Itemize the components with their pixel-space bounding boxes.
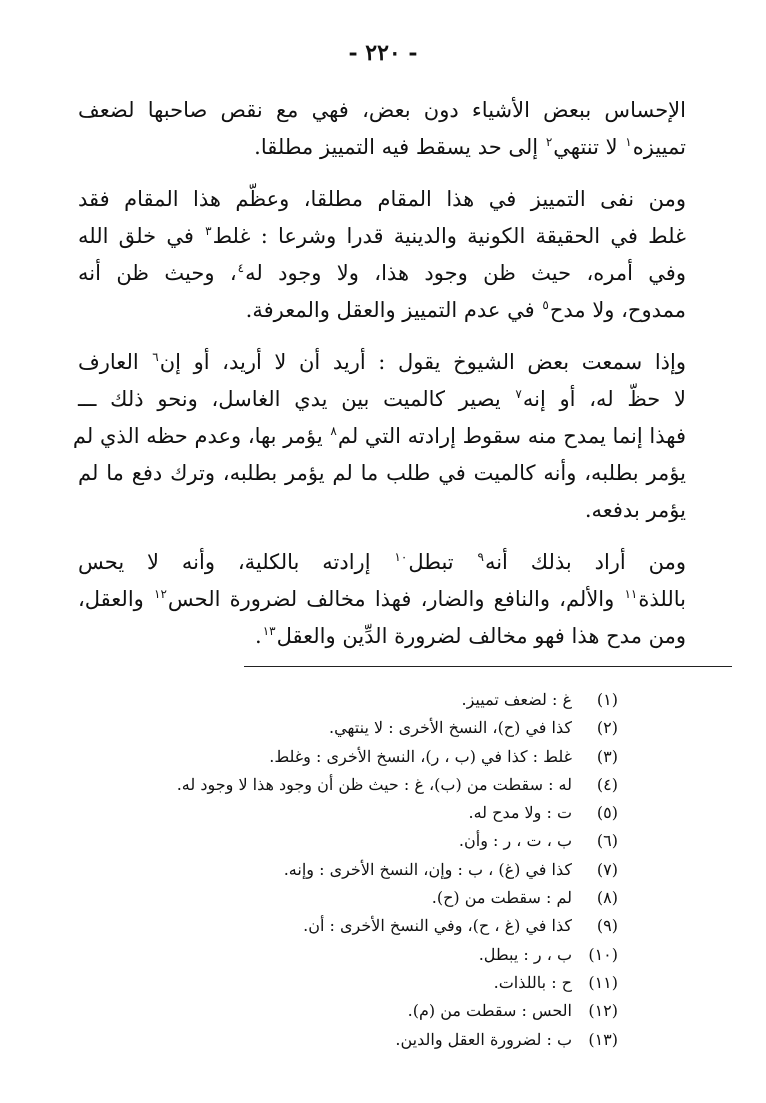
footnote-item <box>80 856 618 884</box>
footnote-ref: ٧ <box>515 387 522 401</box>
text-line <box>72 418 686 455</box>
footnote-text: كذا في (ح)، النسخ الأخرى : لا ينتهي. <box>328 718 572 738</box>
text-run: إرادته بالكلية، وأنه لا يحس <box>78 550 394 574</box>
footnote-text: ب ، ر : يبطل. <box>478 944 572 964</box>
text-line <box>78 129 686 166</box>
footnote-ref: ١١ <box>624 587 638 601</box>
footnotes-list <box>80 686 618 1054</box>
footnote-number: (١١) <box>588 972 618 992</box>
footnote-text: غلط : كذا في (ب ، ر)، النسخ الأخرى : وغلط. <box>269 746 572 766</box>
paragraph <box>78 181 686 329</box>
text-run: والعقل، <box>78 587 153 611</box>
footnote-ref: ١٠ <box>394 550 408 564</box>
footnote-text: لم : سقطت من (ح). <box>431 888 572 908</box>
footnote-item <box>80 941 618 969</box>
text-run: فهذا إنما يمدح منه سقوط إرادته التي لم <box>337 424 686 448</box>
footnote-separator <box>244 666 732 667</box>
text-run: ومن نفى التمييز في هذا المقام مطلقا، وعظّم هذا المقام فقد <box>78 187 686 211</box>
footnote-text: غ : لضعف تمييز. <box>461 690 572 709</box>
paragraph <box>78 92 686 166</box>
text-run: وفي أمره، حيث ظن وجود هذا، ولا وجود له <box>245 261 686 285</box>
footnote-number: (٢) <box>596 718 618 738</box>
footnote-text: الحس : سقطت من (م). <box>407 1001 572 1021</box>
paragraph-gap <box>78 166 686 181</box>
paragraph <box>78 544 686 655</box>
text-line <box>78 344 686 381</box>
text-run: يؤمر بها، وعدم حظه الذي لم <box>72 424 330 448</box>
footnote-item <box>80 997 618 1025</box>
footnote-number: (٥) <box>596 803 618 823</box>
footnote-number: (١٠) <box>588 944 618 964</box>
text-run: . <box>255 624 262 648</box>
footnote-text: ت : ولا مدح له. <box>468 803 572 823</box>
text-run: غلط في الحقيقة الكونية والدينية قدرا وشرعا : غلط <box>212 224 687 248</box>
footnote-text: كذا في (غ ، ح)، وفي النسخ الأخرى : أن. <box>303 916 572 936</box>
text-run: إلى حد يسقط فيه التمييز مطلقا. <box>254 135 545 159</box>
text-run: باللذة <box>638 587 686 611</box>
text-run: ومن أراد بذلك أنه <box>484 550 687 574</box>
text-run: الإحساس ببعض الأشياء دون بعض، فهي مع نقص صاحبها لضعف <box>78 98 686 122</box>
body-text <box>72 92 687 655</box>
text-run: في خلق الله <box>78 224 205 248</box>
text-run: ممدوح، ولا مدح <box>549 298 686 322</box>
footnote-ref: ٨ <box>330 424 337 438</box>
footnote-ref: ٢ <box>545 135 553 149</box>
footnote-item <box>80 743 618 771</box>
paragraph-gap <box>78 529 686 544</box>
text-line <box>78 92 686 129</box>
footnote-item <box>80 714 618 742</box>
footnote-text: له : سقطت من (ب)، غ : حيث ظن أن وجود هذا لا وجود له. <box>176 774 572 794</box>
footnote-ref: ٤ <box>237 261 245 275</box>
footnote-ref: ٣ <box>205 224 212 238</box>
footnote-item <box>80 771 618 799</box>
page-number: - ٢٢٠ - <box>348 40 418 66</box>
footnote-number: (٦) <box>596 831 618 851</box>
text-line <box>78 218 686 255</box>
text-run: يصير كالميت بين يدي الغاسل، ونحو ذلك ـــ <box>78 387 515 411</box>
text-run: والألم، والنافع والضار، فهذا مخالف لضرورة الحس <box>167 587 624 611</box>
text-run: لا حظّ له، أو إنه <box>522 387 686 411</box>
paragraph <box>72 344 686 529</box>
text-line <box>78 381 686 418</box>
footnote-item <box>80 1026 618 1054</box>
footnote-ref: ٦ <box>152 350 159 364</box>
text-line <box>78 455 686 492</box>
paragraph-gap <box>78 329 686 344</box>
text-line <box>78 492 686 529</box>
text-run: تمييزه <box>632 135 686 159</box>
footnote-text: ب ، ت ، ر : وأن. <box>458 831 572 851</box>
footnote-number: (٨) <box>596 888 618 908</box>
text-run: لا تنتهي <box>553 135 625 159</box>
footnote-ref: ٥ <box>542 298 549 312</box>
footnote-number: (١) <box>596 690 618 709</box>
footnote-number: (٩) <box>596 916 618 936</box>
footnote-ref: ١ <box>625 135 632 149</box>
text-line <box>78 581 686 618</box>
footnote-item <box>80 969 618 997</box>
footnote-text: كذا في (غ) ، ب : وإن، النسخ الأخرى : وإنه. <box>283 859 572 879</box>
footnote-ref: ١٣ <box>262 624 276 638</box>
footnote-item <box>80 686 618 714</box>
footnote-item <box>80 799 618 827</box>
footnote-number: (١٢) <box>588 1001 618 1021</box>
text-run: يؤمر بدفعه. <box>584 498 686 522</box>
footnote-number: (٤) <box>596 774 618 794</box>
text-run: يؤمر بطلبه، وأنه كالميت في طلب ما لم يؤمر بطلبه، وترك دفع ما لم <box>78 461 686 485</box>
footnote-number: (٣) <box>596 746 618 766</box>
footnote-item <box>80 884 618 912</box>
text-run: في عدم التمييز والعقل والمعرفة. <box>245 298 542 322</box>
footnote-ref: ٩ <box>477 550 484 564</box>
text-line <box>78 292 686 329</box>
footnote-number: (٧) <box>596 859 618 879</box>
footnote-text: ح : باللذات. <box>493 972 572 992</box>
footnote-text: ب : لضرورة العقل والدين. <box>395 1029 572 1049</box>
text-run: ، وحيث ظن أنه <box>78 261 237 285</box>
text-run: وإذا سمعت بعض الشيوخ يقول : أريد أن لا أريد، أو إن <box>159 350 686 374</box>
text-line <box>78 618 686 655</box>
text-line <box>78 544 686 581</box>
text-line <box>78 255 686 292</box>
text-run: تبطل <box>408 550 477 574</box>
text-run: ومن مدح هذا فهو مخالف لضرورة الدِّين والعقل <box>276 624 686 648</box>
footnote-number: (١٣) <box>588 1029 618 1049</box>
footnote-item <box>80 827 618 855</box>
footnote-ref: ١٢ <box>154 587 167 601</box>
footnote-item <box>80 912 618 940</box>
text-line <box>78 181 686 218</box>
text-run: العارف <box>78 350 152 374</box>
